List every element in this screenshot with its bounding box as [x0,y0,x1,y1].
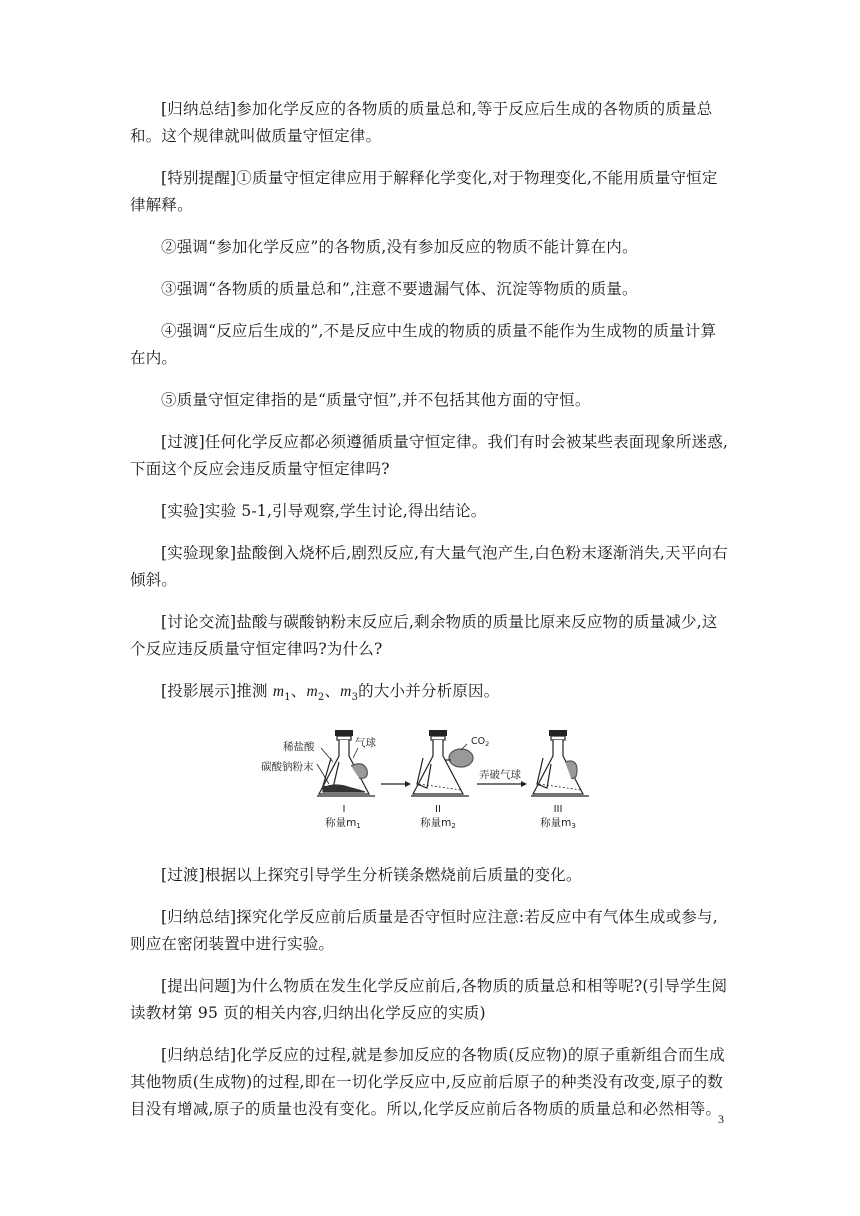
paragraph-point-2: ②强调“参加化学反应”的各物质,没有参加反应的物质不能计算在内。 [161,238,638,256]
experiment-diagram [255,726,605,846]
paragraph-point-3: ③强调“各物质的质量总和”,注意不要遗漏气体、沉淀等物质的质量。 [161,280,638,298]
label-balloon: 气球 [355,737,376,750]
weigh-label-3: 称量m3 [540,817,576,831]
page-number: 3 [718,1112,724,1126]
paragraph-summary-3: [归纳总结]化学反应的过程,就是参加反应的各物质(反应物)的原子重新组合而生成其他物质(生成物)的过程,即在一切化学反应中,反应前后原子的种类没有改变,原子的数目没有增减,原子的质量也没有变化。所以,化学反应前后各物质的质量总和必然相等。 [130,1046,725,1119]
weigh-label-1: 称量m1 [325,817,361,831]
stage-label-2: II [435,804,441,816]
stage-label-3: III [553,804,563,816]
stage-label-1: I [342,804,346,816]
flask-stage-2 [413,730,473,794]
label-co2: $CO_2$ [471,736,490,749]
paragraph-point-4: ④强调“反应后生成的”,不是反应中生成的物质的质量不能作为生成物的质量计算在内。 [130,322,717,367]
flask-stage-3 [533,730,583,794]
document-body [130,96,730,1138]
paragraph-special-reminder: [特别提醒]①质量守恒定律应用于解释化学变化,对于物理变化,不能用质量守恒定律解释。 [130,169,718,214]
weigh-label-2: 称量m2 [420,817,456,831]
experiment-figure [130,726,730,846]
paragraph-transition-1: [过渡]任何化学反应都必须遵循质量守恒定律。我们有时会被某些表面现象所迷惑,下面这个反应会违反质量守恒定律吗? [130,433,729,478]
label-powder: 碳酸钠粉末 [261,761,314,774]
paragraph-point-5: ⑤质量守恒定律指的是“质量守恒”,并不包括其他方面的守恒。 [161,391,591,409]
paragraph-discussion: [讨论交流]盐酸与碳酸钠粉末反应后,剩余物质的质量比原来反应物的质量减少,这个反应违反质量守恒定律吗?为什么? [130,613,718,658]
paragraph-projection: [投影展示]推测 $m_1$、$m_2$、$m_3$的大小并分析原因。 [161,682,500,704]
label-acid: 稀盐酸 [283,741,315,754]
paragraph-transition-2: [过渡]根据以上探究引导学生分析镁条燃烧前后质量的变化。 [161,866,582,885]
paragraph-summary-2: [归纳总结]探究化学反应前后质量是否守恒时应注意:若反应中有气体生成或参与,则应在密闭装置中进行实验。 [130,908,718,954]
label-pop-balloon: 弄破气球 [479,769,521,782]
paragraph-phenomenon: [实验现象]盐酸倒入烧杯后,剧烈反应,有大量气泡产生,白色粉末逐渐消失,天平向右倾斜。 [130,544,728,589]
paragraph-experiment: [实验]实验 5-1,引导观察,学生讨论,得出结论。 [161,502,487,520]
paragraph-summary-1: [归纳总结]参加化学反应的各物质的质量总和,等于反应后生成的各物质的质量总和。这个规律就叫做质量守恒定律。 [130,100,713,145]
paragraph-question: [提出问题]为什么物质在发生化学反应前后,各物质的质量总和相等呢?(引导学生阅读教材第 95 页的相关内容,归纳出化学反应的实质) [130,977,728,1023]
